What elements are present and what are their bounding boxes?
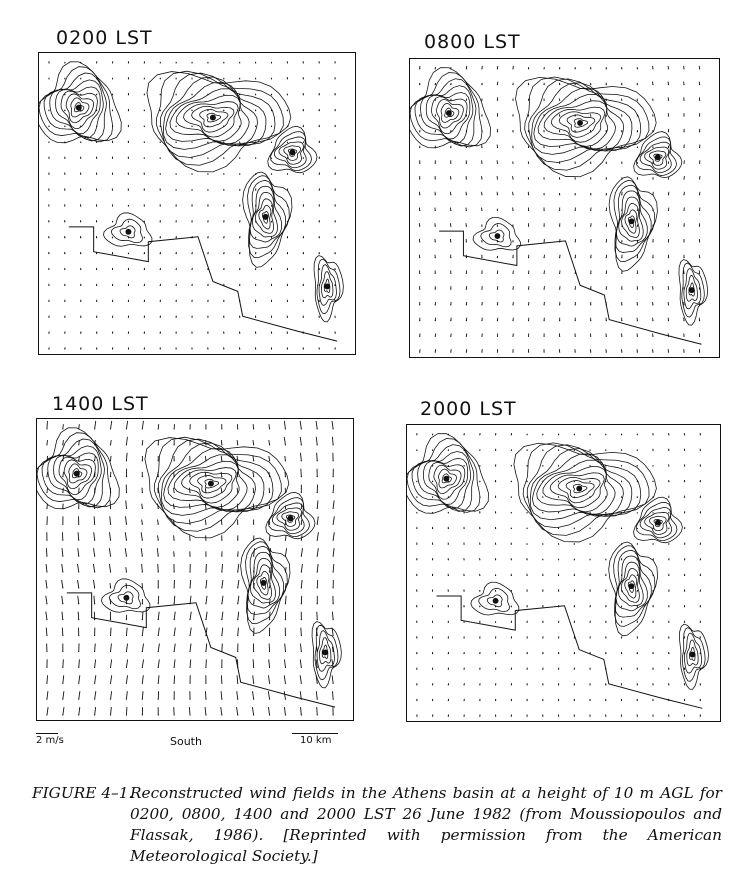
panel-3-title: 1400 LST [52, 393, 149, 415]
figure-caption [32, 783, 722, 867]
wind-field-plot-0800 [410, 59, 719, 357]
figure-caption-text: Reconstructed wind fields in the Athens basin at a height of 10 m AGL for 0200, 0800, 1400 and 2000 LST 26 June 1982 (from Moussiopoulos and Flassak, 1986). [Reprinted with permission from the American Meteorological Society.] [130, 784, 722, 865]
wind-field-map-1400 [36, 418, 354, 721]
wind-field-plot-0200 [39, 53, 355, 354]
wind-field-plot-1400 [37, 419, 353, 720]
wind-field-plot-2000 [407, 425, 720, 721]
panel-1-title: 0200 LST [56, 27, 153, 49]
wind-scale-bar [36, 733, 58, 734]
wind-scale-label: 2 m/s [36, 735, 64, 746]
panel-4-title: 2000 LST [420, 398, 517, 420]
distance-scale-label: 10 km [300, 735, 332, 746]
figure-number: FIGURE 4–1. [32, 784, 134, 802]
direction-label: South [170, 735, 202, 748]
distance-scale-bar [292, 733, 338, 734]
wind-field-map-0800 [409, 58, 720, 358]
panel-2-title: 0800 LST [424, 31, 521, 53]
wind-field-map-0200 [38, 52, 356, 355]
wind-field-map-2000 [406, 424, 721, 722]
